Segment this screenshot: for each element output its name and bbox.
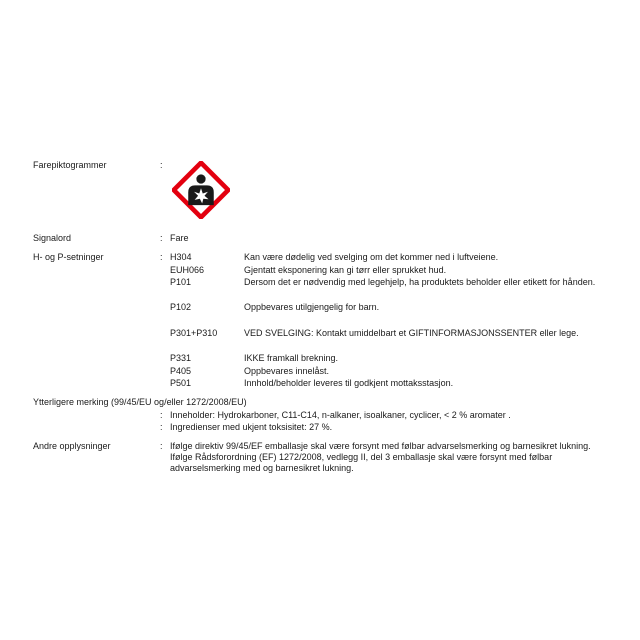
statement-code: P501: [170, 378, 192, 388]
statement-text: Dersom det er nødvendig med legehjelp, ha produktets beholder eller etikett for hånden.: [244, 277, 596, 287]
pictograms-colon: :: [160, 160, 163, 170]
additional-text: Ingredienser med ukjent toksisitet: 27 %.: [170, 422, 333, 432]
statement-text: Kan være dødelig ved svelging om det kommer ned i luftveiene.: [244, 252, 499, 262]
additional-text: Inneholder: Hydrokarboner, C11-C14, n-alkaner, isoalkaner, cyclicer, < 2 % aromater .: [170, 410, 511, 420]
health-hazard-ghs08-icon: [172, 161, 230, 219]
pictograms-label: Farepiktogrammer: [33, 160, 107, 170]
statement-code: P405: [170, 366, 192, 376]
additional-colon: :: [160, 422, 163, 432]
statement-text: Gjentatt eksponering kan gi tørr eller sprukket hud.: [244, 265, 447, 275]
statement-text: Oppbevares utilgjengelig for barn.: [244, 302, 380, 312]
other-info-label: Andre opplysninger: [33, 441, 111, 451]
statement-code: H304: [170, 252, 192, 262]
statements-label: H- og P-setninger: [33, 252, 104, 262]
signal-word-value: Fare: [170, 233, 189, 243]
additional-colon: :: [160, 410, 163, 420]
statement-code: P102: [170, 302, 192, 312]
additional-label: Ytterligere merking (99/45/EU og/eller 1272/2008/EU): [33, 397, 247, 407]
statements-colon: :: [160, 252, 163, 262]
statement-text: Innhold/beholder leveres til godkjent mottaksstasjon.: [244, 378, 454, 388]
statement-text: IKKE framkall brekning.: [244, 353, 339, 363]
statement-code: P101: [170, 277, 192, 287]
other-info-colon: :: [160, 441, 163, 451]
signal-word-colon: :: [160, 233, 163, 243]
statement-text: Oppbevares innelåst.: [244, 366, 330, 376]
statement-code: EUH066: [170, 265, 205, 275]
statement-text: VED SVELGING: Kontakt umiddelbart et GIFTINFORMASJONSSENTER eller lege.: [244, 328, 579, 338]
other-info-text: Ifølge direktiv 99/45/EF emballasje skal være forsynt med følbar advarselsmerking og barnesikret lukning. Ifølge Rådsforordning (EF) 1272/2008, vedlegg II, del 3 emballasje skal være forsynt med følbar advarselsmerking med og barnesikret lukning.: [170, 441, 591, 473]
statement-code: P301+P310: [170, 328, 218, 338]
signal-word-label: Signalord: [33, 233, 72, 243]
statement-code: P331: [170, 353, 192, 363]
